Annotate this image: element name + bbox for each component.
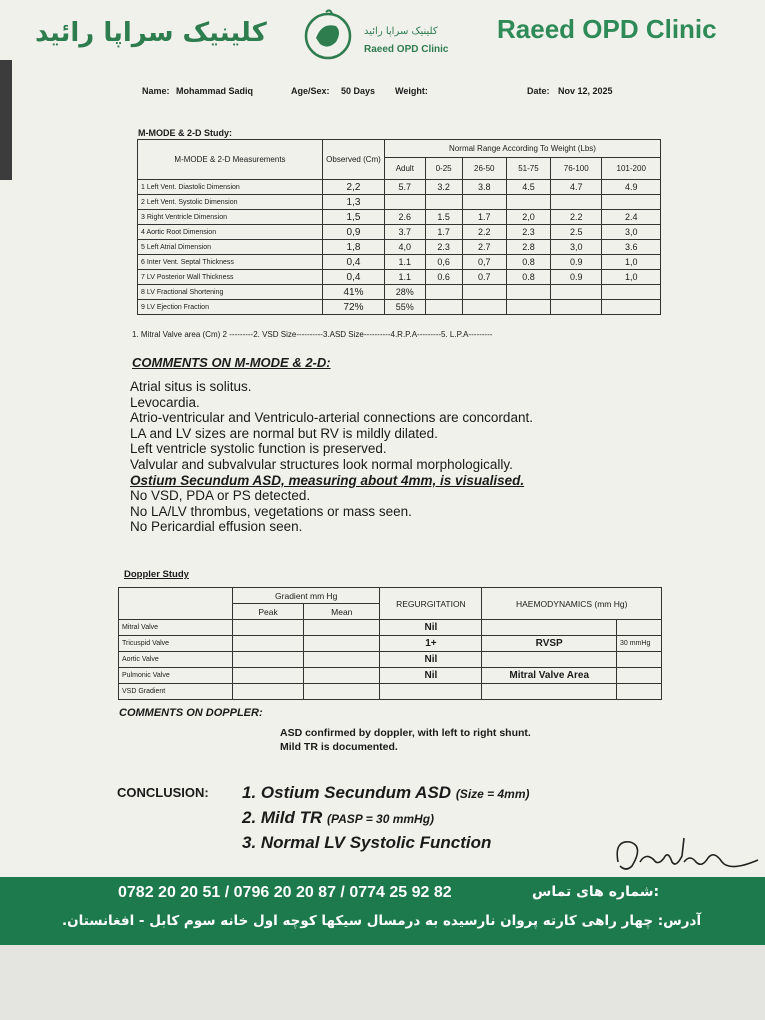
measurement-label: 9 LV Ejection Fraction bbox=[138, 300, 323, 315]
logo-text-persian: کلینیک سراپا رائید bbox=[364, 26, 438, 37]
peak-cell bbox=[233, 636, 304, 652]
rvsp-label: RVSP bbox=[482, 636, 617, 652]
mean-cell bbox=[304, 684, 380, 700]
normal-value: 2.3 bbox=[425, 240, 462, 255]
normal-value: 3,0 bbox=[551, 240, 602, 255]
comments-heading: COMMENTS ON M-MODE & 2-D: bbox=[132, 355, 331, 370]
normal-value: 1.7 bbox=[425, 225, 462, 240]
normal-value bbox=[551, 195, 602, 210]
normal-value: 0.8 bbox=[506, 255, 550, 270]
conclusion-text: 1. Ostium Secundum ASD bbox=[242, 783, 452, 802]
normal-value: 0.9 bbox=[551, 270, 602, 285]
patient-age: 50 Days bbox=[341, 86, 376, 96]
col-regurgitation: REGURGITATION bbox=[380, 588, 482, 620]
table-row bbox=[138, 225, 661, 240]
page-edge-shadow bbox=[0, 60, 12, 180]
clinic-logo-icon bbox=[302, 8, 354, 60]
normal-value bbox=[602, 285, 661, 300]
normal-value: 3.6 bbox=[602, 240, 661, 255]
doppler-row bbox=[119, 652, 662, 668]
observed-value: 1,3 bbox=[323, 195, 385, 210]
measurement-label: 6 Inter Vent. Septal Thickness bbox=[138, 255, 323, 270]
normal-value bbox=[506, 195, 550, 210]
normal-value: 3.8 bbox=[462, 180, 506, 195]
normal-value bbox=[462, 195, 506, 210]
regurgitation-value: Nil bbox=[380, 668, 482, 684]
date-label: Date: bbox=[527, 86, 550, 96]
weight-label: Weight: bbox=[395, 86, 428, 96]
col-measurements: M-MODE & 2-D Measurements bbox=[138, 140, 323, 180]
normal-value bbox=[551, 300, 602, 315]
measurement-legend: 1. Mitral Valve area (Cm) 2 ---------2. VSD Size----------3.ASD Size----------4.R.P.A---------5. L.P.A--------- bbox=[132, 330, 493, 339]
normal-value bbox=[462, 300, 506, 315]
haemo-value bbox=[617, 652, 662, 668]
normal-value: 4.5 bbox=[506, 180, 550, 195]
conclusion-list bbox=[242, 781, 530, 855]
mitral-valve-area-label: Mitral Valve Area bbox=[482, 668, 617, 684]
conclusion-note: (Size = 4mm) bbox=[455, 787, 530, 801]
doppler-comment: Mild TR is documented. bbox=[280, 741, 398, 753]
conclusion-item bbox=[242, 831, 530, 855]
normal-value: 0,7 bbox=[462, 255, 506, 270]
clinic-name-persian: کلینیک سراپا رائید bbox=[35, 18, 267, 48]
normal-value: 2.2 bbox=[551, 210, 602, 225]
normal-value: 2.8 bbox=[506, 240, 550, 255]
mva-value bbox=[617, 668, 662, 684]
weight-column-header: 0-25 bbox=[425, 158, 462, 180]
normal-value bbox=[506, 285, 550, 300]
haemo-cell bbox=[482, 620, 617, 636]
peak-cell bbox=[233, 652, 304, 668]
normal-value bbox=[602, 195, 661, 210]
measurement-label: 8 LV Fractional Shortening bbox=[138, 285, 323, 300]
peak-cell bbox=[233, 684, 304, 700]
table-row bbox=[138, 210, 661, 225]
comment-line: No Pericardial effusion seen. bbox=[130, 519, 303, 535]
table-row bbox=[138, 240, 661, 255]
doppler-comment: ASD confirmed by doppler, with left to right shunt. bbox=[280, 727, 531, 739]
normal-value: 0.8 bbox=[506, 270, 550, 285]
footer-phones-label: شماره های تماس: bbox=[532, 884, 660, 900]
normal-value: 28% bbox=[385, 285, 426, 300]
mean-cell bbox=[304, 668, 380, 684]
normal-value: 3.7 bbox=[385, 225, 426, 240]
conclusion-item bbox=[242, 781, 530, 806]
mean-cell bbox=[304, 620, 380, 636]
conclusion-text: 3. Normal LV Systolic Function bbox=[242, 833, 492, 852]
agesex-label: Age/Sex: bbox=[291, 86, 330, 96]
normal-value bbox=[425, 300, 462, 315]
measurement-label: 2 Left Vent. Systolic Dimension bbox=[138, 195, 323, 210]
comment-line: No VSD, PDA or PS detected. bbox=[130, 488, 311, 504]
normal-value: 2.5 bbox=[551, 225, 602, 240]
normal-value: 3.2 bbox=[425, 180, 462, 195]
doppler-row bbox=[119, 636, 662, 652]
haemo-cell bbox=[482, 652, 617, 668]
valve-label: Tricuspid Valve bbox=[119, 636, 233, 652]
table-row bbox=[138, 285, 661, 300]
normal-value: 0.7 bbox=[462, 270, 506, 285]
normal-value: 0.6 bbox=[425, 270, 462, 285]
haemo-value bbox=[617, 684, 662, 700]
normal-value bbox=[506, 300, 550, 315]
normal-value: 0,6 bbox=[425, 255, 462, 270]
normal-value bbox=[425, 285, 462, 300]
normal-value: 2.7 bbox=[462, 240, 506, 255]
normal-value: 2.6 bbox=[385, 210, 426, 225]
normal-value: 1.7 bbox=[462, 210, 506, 225]
conclusion-item bbox=[242, 806, 530, 831]
normal-value: 4.7 bbox=[551, 180, 602, 195]
normal-value bbox=[602, 300, 661, 315]
normal-value: 5.7 bbox=[385, 180, 426, 195]
normal-value bbox=[462, 285, 506, 300]
measurement-label: 7 LV Posterior Wall Thickness bbox=[138, 270, 323, 285]
normal-value: 1.1 bbox=[385, 255, 426, 270]
mean-cell bbox=[304, 652, 380, 668]
measurement-label: 3 Right Ventricle Dimension bbox=[138, 210, 323, 225]
normal-value: 4,0 bbox=[385, 240, 426, 255]
observed-value: 1,8 bbox=[323, 240, 385, 255]
comment-line: Valvular and subvalvular structures look normal morphologically. bbox=[130, 456, 513, 472]
normal-value: 2.3 bbox=[506, 225, 550, 240]
col-haemodynamics: HAEMODYNAMICS (mm Hg) bbox=[482, 588, 662, 620]
regurgitation-value: Nil bbox=[380, 620, 482, 636]
peak-cell bbox=[233, 668, 304, 684]
conclusion-text: 2. Mild TR bbox=[242, 808, 323, 827]
report-date: Nov 12, 2025 bbox=[558, 86, 613, 96]
comment-line: Ostium Secundum ASD, measuring about 4mm, is visualised. bbox=[130, 472, 525, 488]
measurement-label: 4 Aortic Root Dimension bbox=[138, 225, 323, 240]
comment-line: No LA/LV thrombus, vegetations or mass seen. bbox=[130, 503, 412, 519]
observed-value: 2,2 bbox=[323, 180, 385, 195]
normal-value: 55% bbox=[385, 300, 426, 315]
normal-value: 0.9 bbox=[551, 255, 602, 270]
regurgitation-value bbox=[380, 684, 482, 700]
col-peak: Peak bbox=[233, 604, 304, 620]
valve-label: Pulmonic Valve bbox=[119, 668, 233, 684]
weight-column-header: 101-200 bbox=[602, 158, 661, 180]
col-gradient: Gradient mm Hg bbox=[233, 588, 380, 604]
comment-line: Atrio-ventricular and Ventriculo-arterial connections are concordant. bbox=[130, 410, 533, 426]
table-row bbox=[138, 195, 661, 210]
conclusion-note: (PASP = 30 mmHg) bbox=[327, 812, 435, 826]
observed-value: 0,4 bbox=[323, 270, 385, 285]
normal-value bbox=[425, 195, 462, 210]
weight-column-header: Adult bbox=[385, 158, 426, 180]
peak-cell bbox=[233, 620, 304, 636]
observed-value: 0,4 bbox=[323, 255, 385, 270]
valve-label: VSD Gradient bbox=[119, 684, 233, 700]
doppler-row bbox=[119, 684, 662, 700]
table-row bbox=[138, 300, 661, 315]
measurement-label: 1 Left Vent. Diastolic Dimension bbox=[138, 180, 323, 195]
comment-line: Atrial situs is solitus. bbox=[130, 379, 252, 394]
footer-address: آدرس: چهار راهی کارته پروان نارسیده به درمسال سیکها کوچه اول خانه سوم کابل - افغانستان. bbox=[62, 913, 702, 929]
normal-value: 1,0 bbox=[602, 255, 661, 270]
normal-value: 1.5 bbox=[425, 210, 462, 225]
mmode-table bbox=[137, 139, 661, 315]
normal-value: 1,0 bbox=[602, 270, 661, 285]
comment-line: Left ventricle systolic function is preserved. bbox=[130, 441, 387, 457]
doppler-comments-heading: COMMENTS ON DOPPLER: bbox=[119, 707, 263, 719]
comment-line: LA and LV sizes are normal but RV is mildly dilated. bbox=[130, 425, 438, 441]
normal-value: 2,0 bbox=[506, 210, 550, 225]
comment-line: Levocardia. bbox=[130, 394, 200, 410]
regurgitation-value: Nil bbox=[380, 652, 482, 668]
normal-value: 2.4 bbox=[602, 210, 661, 225]
footer-phones: 0782 20 20 51 / 0796 20 20 87 / 0774 25 92 82 bbox=[118, 884, 452, 901]
normal-value: 2.2 bbox=[462, 225, 506, 240]
doppler-table bbox=[118, 587, 662, 700]
col-mean: Mean bbox=[304, 604, 380, 620]
mean-cell bbox=[304, 636, 380, 652]
observed-value: 72% bbox=[323, 300, 385, 315]
table-row bbox=[138, 255, 661, 270]
valve-label: Mitral Valve bbox=[119, 620, 233, 636]
weight-column-header: 26-50 bbox=[462, 158, 506, 180]
signature-image bbox=[610, 832, 760, 878]
table-surface bbox=[0, 945, 765, 1020]
col-normal-range: Normal Range According To Weight (Lbs) bbox=[385, 140, 661, 158]
clinic-name-english: Raeed OPD Clinic bbox=[497, 14, 717, 44]
logo-text-english: Raeed OPD Clinic bbox=[364, 44, 449, 55]
doppler-row bbox=[119, 620, 662, 636]
normal-value: 1.1 bbox=[385, 270, 426, 285]
table-row bbox=[138, 180, 661, 195]
mmode-title: M-MODE & 2-D Study: bbox=[138, 128, 232, 138]
haemo-value bbox=[617, 620, 662, 636]
normal-value: 4.9 bbox=[602, 180, 661, 195]
regurgitation-value: 1+ bbox=[380, 636, 482, 652]
normal-value: 3,0 bbox=[602, 225, 661, 240]
weight-column-header: 51-75 bbox=[506, 158, 550, 180]
name-label: Name: bbox=[142, 86, 170, 96]
normal-value bbox=[551, 285, 602, 300]
measurement-label: 5 Left Atrial Dimension bbox=[138, 240, 323, 255]
valve-label: Aortic Valve bbox=[119, 652, 233, 668]
observed-value: 41% bbox=[323, 285, 385, 300]
comments-block bbox=[130, 379, 533, 535]
conclusion-label: CONCLUSION: bbox=[117, 785, 209, 800]
rvsp-value: 30 mmHg bbox=[617, 636, 662, 652]
observed-value: 1,5 bbox=[323, 210, 385, 225]
table-row bbox=[138, 270, 661, 285]
doppler-title: Doppler Study bbox=[124, 569, 189, 580]
weight-column-header: 76-100 bbox=[551, 158, 602, 180]
patient-name: Mohammad Sadiq bbox=[176, 86, 254, 96]
doppler-row bbox=[119, 668, 662, 684]
haemo-cell bbox=[482, 684, 617, 700]
normal-value bbox=[385, 195, 426, 210]
observed-value: 0,9 bbox=[323, 225, 385, 240]
col-observed: Observed (Cm) bbox=[323, 140, 385, 180]
